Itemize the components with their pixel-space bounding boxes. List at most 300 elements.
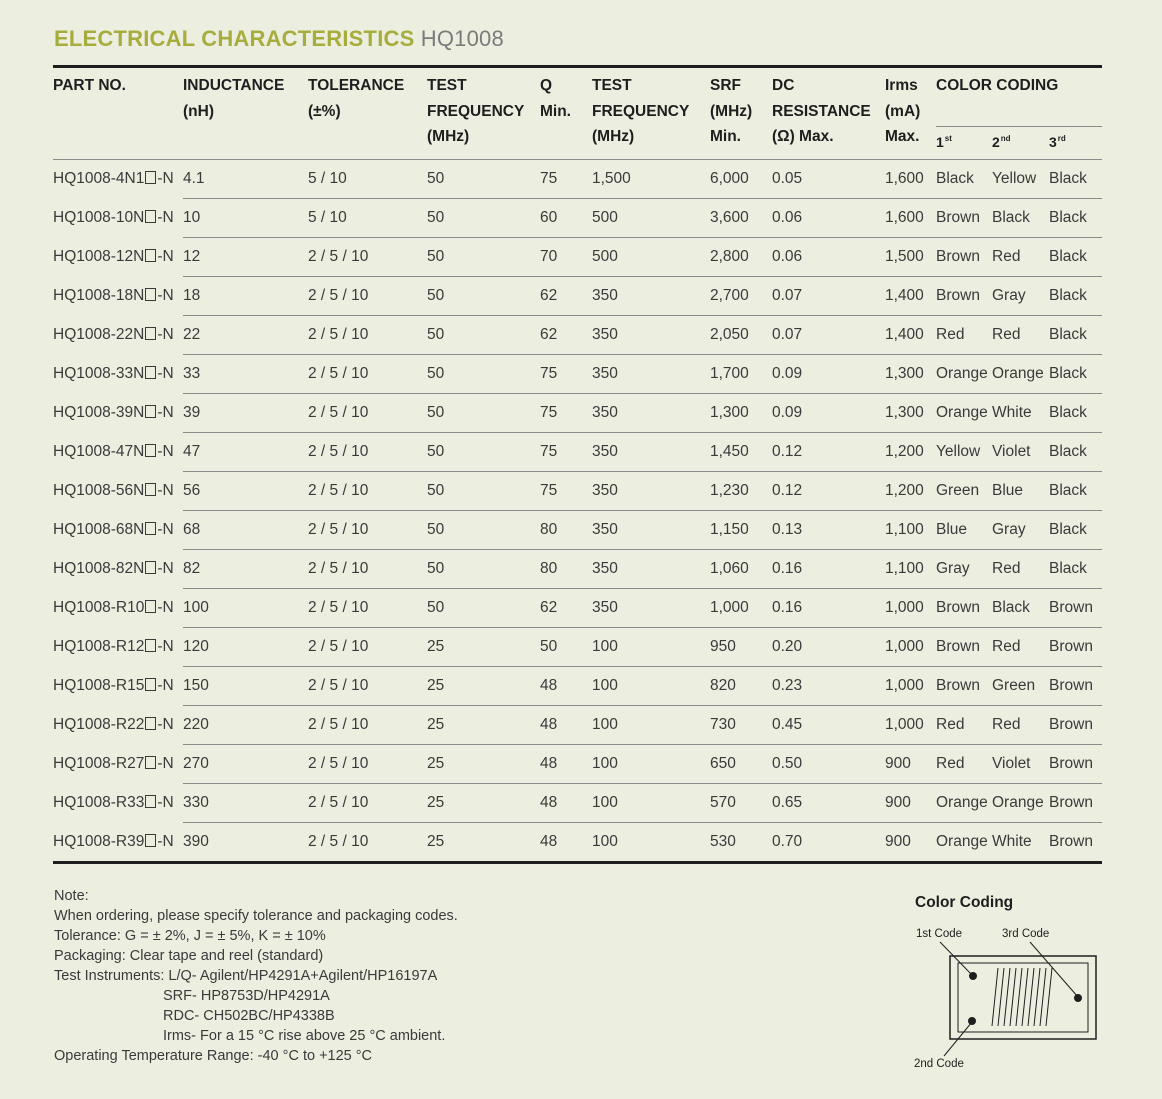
cell-srf: 6,000	[710, 160, 772, 199]
dot-1st	[969, 972, 977, 980]
cell-color-2nd: Green	[992, 667, 1049, 706]
table-row	[53, 238, 1102, 277]
cell-color-3rd: Brown	[1049, 706, 1102, 745]
cell-inductance: 10	[183, 199, 308, 238]
cell-color-1st: Black	[936, 160, 992, 199]
cell-dc-resistance: 0.06	[772, 199, 885, 238]
cell-color-2nd: Gray	[992, 277, 1049, 316]
part-no-prefix: HQ1008-56N	[53, 482, 145, 499]
part-no-prefix: HQ1008-22N	[53, 326, 145, 343]
part-no-prefix: HQ1008-33N	[53, 365, 145, 382]
cell-color-2nd: Red	[992, 628, 1049, 667]
cell-test-frequency: 25	[427, 628, 540, 667]
tolerance-code-box-icon	[145, 834, 156, 847]
table-row	[53, 511, 1102, 550]
part-no-prefix: HQ1008-12N	[53, 248, 145, 265]
cell-color-2nd: Red	[992, 238, 1049, 277]
cell-q-test-frequency: 350	[592, 472, 710, 511]
cell-part-no	[53, 706, 183, 745]
tolerance-code-box-icon	[145, 249, 156, 262]
cell-color-1st: Brown	[936, 667, 992, 706]
cell-color-1st: Brown	[936, 199, 992, 238]
cell-q-min: 48	[540, 667, 592, 706]
header-irms: Irms (mA) Max.	[885, 67, 936, 160]
cell-tolerance: 2 / 5 / 10	[308, 667, 427, 706]
table-row	[53, 745, 1102, 784]
cell-srf: 1,230	[710, 472, 772, 511]
cell-srf: 2,800	[710, 238, 772, 277]
cell-q-test-frequency: 350	[592, 394, 710, 433]
cell-irms: 1,600	[885, 199, 936, 238]
cell-color-3rd: Black	[1049, 550, 1102, 589]
table-row	[53, 784, 1102, 823]
part-no-prefix: HQ1008-R15	[53, 677, 145, 694]
cell-color-1st: Brown	[936, 589, 992, 628]
tolerance-code-box-icon	[145, 756, 156, 769]
cell-part-no	[53, 823, 183, 863]
cell-color-1st: Gray	[936, 550, 992, 589]
tolerance-code-box-icon	[145, 210, 156, 223]
cell-tolerance: 2 / 5 / 10	[308, 511, 427, 550]
part-no-suffix: -N	[157, 482, 174, 499]
cell-srf: 570	[710, 784, 772, 823]
cell-color-1st: Orange	[936, 823, 992, 863]
cell-q-min: 48	[540, 706, 592, 745]
cell-color-2nd: Gray	[992, 511, 1049, 550]
cell-dc-resistance: 0.70	[772, 823, 885, 863]
page-title	[54, 26, 504, 52]
cell-color-2nd: Red	[992, 550, 1049, 589]
cell-color-3rd: Brown	[1049, 628, 1102, 667]
cell-tolerance: 2 / 5 / 10	[308, 355, 427, 394]
cell-q-test-frequency: 100	[592, 823, 710, 863]
cell-q-min: 75	[540, 472, 592, 511]
cell-color-3rd: Black	[1049, 199, 1102, 238]
cell-color-2nd: White	[992, 394, 1049, 433]
cell-srf: 530	[710, 823, 772, 863]
part-no-prefix: HQ1008-68N	[53, 521, 145, 538]
cell-tolerance: 2 / 5 / 10	[308, 706, 427, 745]
cell-color-3rd: Black	[1049, 394, 1102, 433]
part-no-suffix: -N	[157, 794, 174, 811]
header-q-min: Q Min.	[540, 67, 592, 160]
cell-test-frequency: 50	[427, 472, 540, 511]
cell-tolerance: 2 / 5 / 10	[308, 628, 427, 667]
cell-dc-resistance: 0.12	[772, 472, 885, 511]
cell-irms: 900	[885, 745, 936, 784]
tolerance-code-box-icon	[145, 366, 156, 379]
cell-tolerance: 2 / 5 / 10	[308, 472, 427, 511]
cell-q-test-frequency: 100	[592, 745, 710, 784]
cell-color-1st: Orange	[936, 355, 992, 394]
header-srf: SRF (MHz) Min.	[710, 67, 772, 160]
cell-srf: 1,150	[710, 511, 772, 550]
tolerance-code-box-icon	[145, 639, 156, 652]
leader-3rd	[1030, 942, 1078, 997]
header-color-2nd: 2nd	[992, 127, 1049, 160]
cell-test-frequency: 25	[427, 823, 540, 863]
cell-tolerance: 5 / 10	[308, 160, 427, 199]
cell-test-frequency: 50	[427, 199, 540, 238]
cell-color-2nd: Blue	[992, 472, 1049, 511]
cell-q-min: 60	[540, 199, 592, 238]
table-row	[53, 355, 1102, 394]
cell-test-frequency: 50	[427, 433, 540, 472]
part-no-prefix: HQ1008-R12	[53, 638, 145, 655]
cell-color-1st: Green	[936, 472, 992, 511]
header-inductance: INDUCTANCE (nH)	[183, 67, 308, 160]
cell-dc-resistance: 0.45	[772, 706, 885, 745]
cell-part-no	[53, 550, 183, 589]
part-no-suffix: -N	[157, 755, 174, 772]
cell-srf: 650	[710, 745, 772, 784]
cell-q-min: 80	[540, 550, 592, 589]
part-no-prefix: HQ1008-R33	[53, 794, 145, 811]
dot-3rd	[1074, 994, 1082, 1002]
cell-srf: 730	[710, 706, 772, 745]
cell-part-no	[53, 667, 183, 706]
cell-part-no	[53, 472, 183, 511]
cell-color-2nd: White	[992, 823, 1049, 863]
cell-q-test-frequency: 350	[592, 355, 710, 394]
cell-color-1st: Orange	[936, 784, 992, 823]
table-row	[53, 394, 1102, 433]
cell-irms: 1,400	[885, 316, 936, 355]
cell-srf: 1,060	[710, 550, 772, 589]
note-test-instruments: Test Instruments: L/Q- Agilent/HP4291A+Agilent/HP16197A	[54, 968, 438, 984]
cell-inductance: 330	[183, 784, 308, 823]
cell-dc-resistance: 0.09	[772, 355, 885, 394]
part-no-suffix: -N	[157, 326, 174, 343]
cell-irms: 1,200	[885, 472, 936, 511]
cell-part-no	[53, 160, 183, 199]
cell-dc-resistance: 0.07	[772, 316, 885, 355]
cell-irms: 900	[885, 784, 936, 823]
tolerance-code-box-icon	[145, 522, 156, 535]
cell-q-min: 62	[540, 277, 592, 316]
cell-inductance: 270	[183, 745, 308, 784]
cell-inductance: 82	[183, 550, 308, 589]
cell-srf: 3,600	[710, 199, 772, 238]
cell-test-frequency: 50	[427, 316, 540, 355]
part-no-prefix: HQ1008-R10	[53, 599, 145, 616]
tolerance-code-box-icon	[145, 405, 156, 418]
cell-color-1st: Yellow	[936, 433, 992, 472]
cell-irms: 1,100	[885, 550, 936, 589]
cell-test-frequency: 25	[427, 784, 540, 823]
cell-irms: 1,000	[885, 589, 936, 628]
header-color-3rd: 3rd	[1049, 127, 1102, 160]
cell-q-test-frequency: 100	[592, 706, 710, 745]
cell-color-3rd: Black	[1049, 433, 1102, 472]
cell-q-min: 75	[540, 355, 592, 394]
cell-color-1st: Red	[936, 745, 992, 784]
cell-inductance: 220	[183, 706, 308, 745]
cell-color-2nd: Orange	[992, 784, 1049, 823]
cell-irms: 1,600	[885, 160, 936, 199]
cell-test-frequency: 50	[427, 160, 540, 199]
cell-srf: 1,000	[710, 589, 772, 628]
cell-inductance: 39	[183, 394, 308, 433]
cell-dc-resistance: 0.07	[772, 277, 885, 316]
cell-inductance: 390	[183, 823, 308, 863]
tolerance-code-box-icon	[145, 171, 156, 184]
tolerance-code-box-icon	[145, 717, 156, 730]
cell-inductance: 68	[183, 511, 308, 550]
cell-dc-resistance: 0.16	[772, 550, 885, 589]
cell-dc-resistance: 0.50	[772, 745, 885, 784]
note-srf: SRF- HP8753D/HP4291A	[163, 988, 330, 1004]
part-no-suffix: -N	[157, 443, 174, 460]
table-row	[53, 433, 1102, 472]
cell-srf: 820	[710, 667, 772, 706]
electrical-characteristics-table	[53, 65, 1102, 864]
cell-srf: 1,700	[710, 355, 772, 394]
note-operating-temperature: Operating Temperature Range: -40 °C to +125 °C	[54, 1048, 373, 1064]
cell-irms: 1,300	[885, 394, 936, 433]
cell-dc-resistance: 0.16	[772, 589, 885, 628]
cell-color-3rd: Black	[1049, 511, 1102, 550]
cell-test-frequency: 50	[427, 589, 540, 628]
label-1st-code: 1st Code	[916, 928, 963, 940]
tolerance-code-box-icon	[145, 444, 156, 457]
cell-q-min: 48	[540, 784, 592, 823]
cell-srf: 1,450	[710, 433, 772, 472]
cell-color-3rd: Brown	[1049, 589, 1102, 628]
cell-irms: 1,200	[885, 433, 936, 472]
cell-color-3rd: Brown	[1049, 823, 1102, 863]
cell-part-no	[53, 277, 183, 316]
cell-inductance: 47	[183, 433, 308, 472]
header-q-test-frequency: TEST FREQUENCY (MHz)	[592, 67, 710, 160]
cell-tolerance: 2 / 5 / 10	[308, 823, 427, 863]
cell-q-test-frequency: 100	[592, 628, 710, 667]
cell-color-2nd: Red	[992, 706, 1049, 745]
cell-color-3rd: Brown	[1049, 745, 1102, 784]
cell-color-1st: Blue	[936, 511, 992, 550]
header-part-no: PART NO.	[53, 67, 183, 160]
cell-q-min: 80	[540, 511, 592, 550]
cell-q-test-frequency: 100	[592, 784, 710, 823]
cell-dc-resistance: 0.09	[772, 394, 885, 433]
part-no-prefix: HQ1008-18N	[53, 287, 145, 304]
table-row	[53, 550, 1102, 589]
notes	[54, 886, 458, 1066]
cell-color-2nd: Orange	[992, 355, 1049, 394]
header-test-frequency: TEST FREQUENCY (MHz)	[427, 67, 540, 160]
label-3rd-code: 3rd Code	[1002, 928, 1050, 940]
cell-part-no	[53, 238, 183, 277]
table-row	[53, 589, 1102, 628]
note-ordering: When ordering, please specify tolerance and packaging codes.	[54, 908, 458, 924]
cell-test-frequency: 50	[427, 511, 540, 550]
cell-color-1st: Orange	[936, 394, 992, 433]
cell-q-min: 75	[540, 160, 592, 199]
cell-tolerance: 2 / 5 / 10	[308, 316, 427, 355]
table-row	[53, 316, 1102, 355]
tolerance-code-box-icon	[145, 327, 156, 340]
part-no-prefix: HQ1008-82N	[53, 560, 145, 577]
cell-inductance: 100	[183, 589, 308, 628]
cell-inductance: 4.1	[183, 160, 308, 199]
part-no-suffix: -N	[157, 287, 174, 304]
cell-q-min: 62	[540, 316, 592, 355]
cell-irms: 1,000	[885, 667, 936, 706]
cell-part-no	[53, 355, 183, 394]
cell-q-min: 70	[540, 238, 592, 277]
cell-irms: 1,000	[885, 628, 936, 667]
cell-color-2nd: Black	[992, 589, 1049, 628]
part-no-suffix: -N	[157, 638, 174, 655]
cell-color-3rd: Black	[1049, 316, 1102, 355]
tolerance-code-box-icon	[145, 678, 156, 691]
cell-part-no	[53, 745, 183, 784]
cell-dc-resistance: 0.65	[772, 784, 885, 823]
part-no-prefix: HQ1008-39N	[53, 404, 145, 421]
cell-test-frequency: 25	[427, 745, 540, 784]
part-no-suffix: -N	[157, 716, 174, 733]
table-row	[53, 160, 1102, 199]
cell-q-test-frequency: 1,500	[592, 160, 710, 199]
cell-color-3rd: Black	[1049, 238, 1102, 277]
part-no-suffix: -N	[157, 404, 174, 421]
cell-color-3rd: Brown	[1049, 784, 1102, 823]
cell-irms: 900	[885, 823, 936, 863]
cell-inductance: 33	[183, 355, 308, 394]
cell-tolerance: 2 / 5 / 10	[308, 277, 427, 316]
color-coding-diagram	[910, 922, 1110, 1077]
note-irms: Irms- For a 15 °C rise above 25 °C ambient.	[163, 1028, 446, 1044]
cell-inductance: 56	[183, 472, 308, 511]
coil-windings	[992, 968, 1052, 1026]
cell-tolerance: 2 / 5 / 10	[308, 550, 427, 589]
color-coding-title: Color Coding	[915, 894, 1014, 911]
inductor-body-inner	[958, 963, 1088, 1032]
notes-label: Note:	[54, 888, 89, 904]
part-no-prefix: HQ1008-10N	[53, 209, 145, 226]
cell-q-test-frequency: 350	[592, 550, 710, 589]
part-no-suffix: -N	[157, 832, 174, 850]
cell-dc-resistance: 0.13	[772, 511, 885, 550]
cell-color-3rd: Brown	[1049, 667, 1102, 706]
cell-dc-resistance: 0.05	[772, 160, 885, 199]
cell-part-no	[53, 511, 183, 550]
tolerance-code-box-icon	[145, 483, 156, 496]
cell-color-1st: Brown	[936, 277, 992, 316]
cell-test-frequency: 25	[427, 667, 540, 706]
cell-part-no	[53, 394, 183, 433]
note-tolerance: Tolerance: G = ± 2%, J = ± 5%, K = ± 10%	[54, 928, 326, 944]
cell-q-min: 48	[540, 745, 592, 784]
cell-test-frequency: 50	[427, 550, 540, 589]
cell-dc-resistance: 0.20	[772, 628, 885, 667]
part-no-suffix: -N	[157, 599, 174, 616]
cell-q-test-frequency: 350	[592, 511, 710, 550]
cell-part-no	[53, 199, 183, 238]
cell-color-3rd: Black	[1049, 160, 1102, 199]
cell-part-no	[53, 316, 183, 355]
cell-color-3rd: Black	[1049, 355, 1102, 394]
cell-test-frequency: 50	[427, 277, 540, 316]
cell-color-2nd: Black	[992, 199, 1049, 238]
cell-srf: 1,300	[710, 394, 772, 433]
cell-q-test-frequency: 350	[592, 277, 710, 316]
cell-q-test-frequency: 350	[592, 316, 710, 355]
tolerance-code-box-icon	[145, 561, 156, 574]
cell-test-frequency: 50	[427, 238, 540, 277]
cell-q-min: 75	[540, 394, 592, 433]
cell-q-min: 48	[540, 823, 592, 863]
header-tolerance: TOLERANCE (±%)	[308, 67, 427, 160]
cell-tolerance: 2 / 5 / 10	[308, 589, 427, 628]
cell-tolerance: 2 / 5 / 10	[308, 433, 427, 472]
cell-color-1st: Brown	[936, 628, 992, 667]
cell-q-min: 62	[540, 589, 592, 628]
header-dc-resistance: DC RESISTANCE (Ω) Max.	[772, 67, 885, 160]
part-no-suffix: -N	[157, 170, 174, 188]
table-row	[53, 823, 1102, 863]
cell-irms: 1,100	[885, 511, 936, 550]
cell-q-test-frequency: 500	[592, 238, 710, 277]
cell-color-3rd: Black	[1049, 277, 1102, 316]
cell-dc-resistance: 0.12	[772, 433, 885, 472]
cell-dc-resistance: 0.23	[772, 667, 885, 706]
cell-irms: 1,400	[885, 277, 936, 316]
tolerance-code-box-icon	[145, 795, 156, 808]
cell-part-no	[53, 589, 183, 628]
part-no-suffix: -N	[157, 209, 174, 226]
cell-inductance: 22	[183, 316, 308, 355]
cell-irms: 1,300	[885, 355, 936, 394]
cell-q-min: 50	[540, 628, 592, 667]
cell-inductance: 120	[183, 628, 308, 667]
cell-color-2nd: Yellow	[992, 160, 1049, 199]
table-row	[53, 199, 1102, 238]
part-no-prefix: HQ1008-R39	[53, 832, 145, 850]
cell-irms: 1,000	[885, 706, 936, 745]
cell-color-2nd: Violet	[992, 433, 1049, 472]
title-model: HQ1008	[420, 26, 504, 51]
part-no-prefix: HQ1008-R27	[53, 755, 145, 772]
cell-tolerance: 5 / 10	[308, 199, 427, 238]
tolerance-code-box-icon	[145, 600, 156, 613]
cell-srf: 2,050	[710, 316, 772, 355]
part-no-suffix: -N	[157, 248, 174, 265]
table-row	[53, 628, 1102, 667]
cell-q-test-frequency: 350	[592, 589, 710, 628]
cell-test-frequency: 50	[427, 355, 540, 394]
leader-1st	[940, 942, 972, 975]
cell-tolerance: 2 / 5 / 10	[308, 394, 427, 433]
table-row	[53, 472, 1102, 511]
cell-inductance: 150	[183, 667, 308, 706]
cell-tolerance: 2 / 5 / 10	[308, 745, 427, 784]
dot-2nd	[968, 1017, 976, 1025]
part-no-suffix: -N	[157, 365, 174, 382]
cell-test-frequency: 25	[427, 706, 540, 745]
part-no-prefix: HQ1008-4N1	[53, 170, 145, 188]
part-no-prefix: HQ1008-47N	[53, 443, 145, 460]
title-main: ELECTRICAL CHARACTERISTICS	[54, 26, 415, 51]
cell-q-min: 75	[540, 433, 592, 472]
cell-part-no	[53, 784, 183, 823]
cell-color-1st: Brown	[936, 238, 992, 277]
part-no-suffix: -N	[157, 677, 174, 694]
header-color-1st: 1st	[936, 127, 992, 160]
cell-color-1st: Red	[936, 706, 992, 745]
cell-q-test-frequency: 350	[592, 433, 710, 472]
cell-q-test-frequency: 500	[592, 199, 710, 238]
